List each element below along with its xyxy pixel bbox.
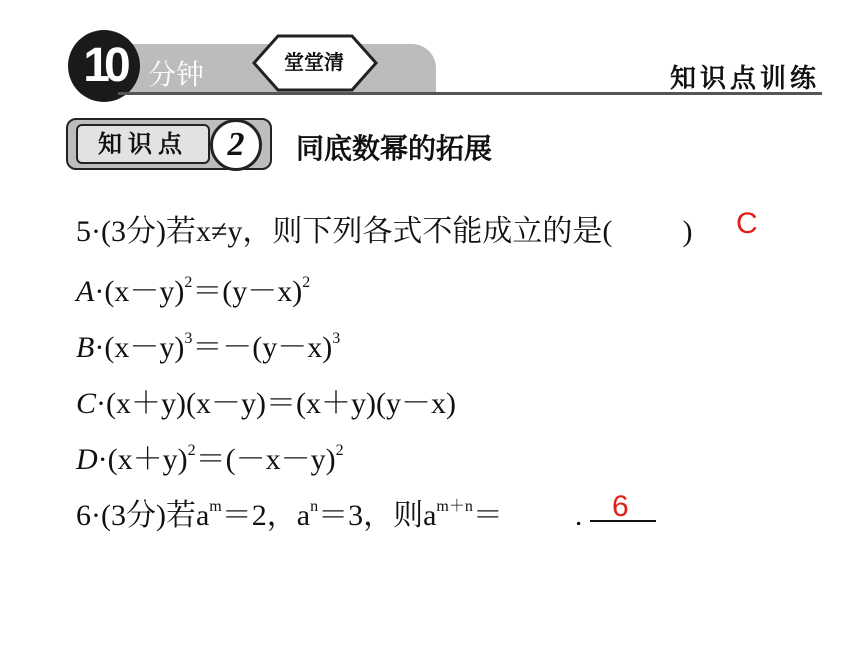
ten-minute-badge: 10 [68,30,140,102]
knowledge-point-number: 2 [210,119,262,171]
question-6-answer: 6 [612,490,629,523]
option-c: C·(x＋y)(x－y)＝(x＋y)(y－x) [76,387,456,420]
knowledge-point-label: 知识点 [76,124,210,164]
knowledge-point-title: 同底数幂的拓展 [296,132,493,165]
minutes-label: 分钟 [148,58,205,91]
question-6-stem: 6·(3分)若$a^m=2$，$a^n=3$，则$a^{m+n}=$ . [76,498,583,532]
option-a: $A\cdot(x-y)^2=(y-x)^2$ [76,274,311,308]
option-b: $B\cdot(x-y)^3=-(y-x)^3$ [76,330,341,364]
lesson-header [0,0,860,110]
question-5-stem: 5·(3分)若x≠y，则下列各式不能成立的是( ) [76,215,693,248]
question-5-answer: C [736,207,758,240]
option-d: $D\cdot(x+y)^2=(-x-y)^2$ [76,442,344,476]
section-title: 知识点训练 [669,64,820,94]
brand-label: 堂堂清 [284,50,344,74]
